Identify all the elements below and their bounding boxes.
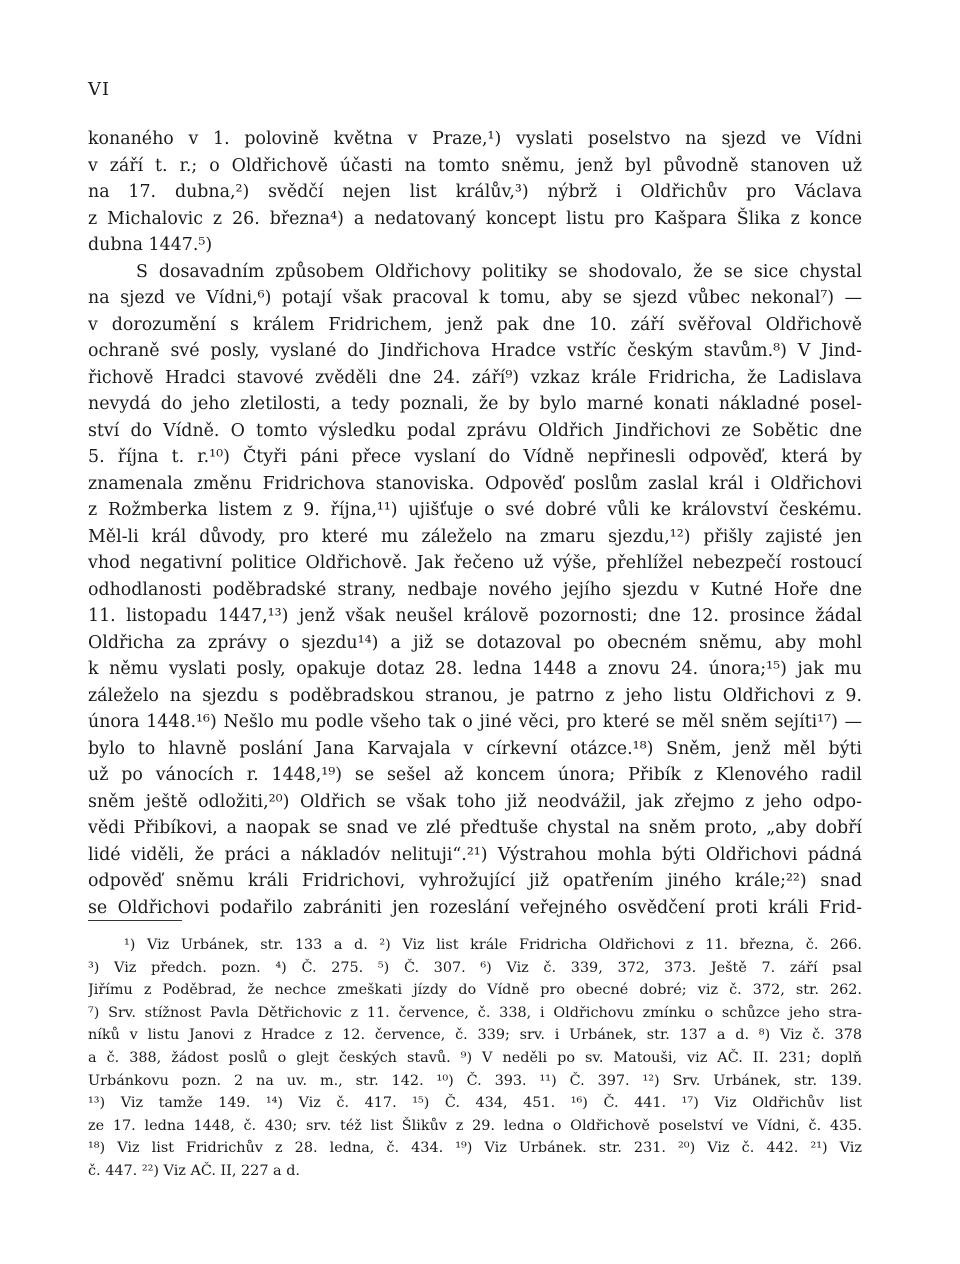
- body-line: na sjezd ve Vídni,⁶) potají však pracoval k tomu, aby se sjezd vůbec nekonal⁷) —: [88, 288, 862, 308]
- body-line: k němu vyslati posly, opakuje dotaz 28. ledna 1448 a znovu 24. února;¹⁵) jak mu: [88, 659, 862, 679]
- footnote-line: a č. 388, žádost poslů o glejt českých stavů. ⁹) V neděli po sv. Matouši, viz AČ. II. 231; doplň: [88, 1049, 862, 1066]
- body-line: se Oldřichovi podařilo zabrániti jen rozeslání veřejného osvědčení proti králi Frid-: [88, 897, 862, 918]
- body-line: z Rožmberka listem z 9. října,¹¹) ujišťuje o své dobré vůli ke království českému.: [88, 500, 862, 520]
- footnote-line: ¹³) Viz tamže 149. ¹⁴) Viz č. 417. ¹⁵) Č. 434, 451. ¹⁶) Č. 441. ¹⁷) Viz Oldřichův list: [88, 1095, 862, 1112]
- body-line: řichově Hradci stavové zvěděli dne 24. září⁹) vzkaz krále Fridricha, že Ladislava: [88, 367, 862, 388]
- footnote-line: č. 447. ²²) Viz AČ. II, 227 a d.: [88, 1162, 300, 1179]
- footnote-divider: [88, 920, 182, 921]
- footnote-line: ¹) Viz Urbánek, str. 133 a d. ²) Viz list krále Fridricha Oldřichovi z 11. března, č. 266.: [124, 937, 862, 953]
- body-line: února 1448.¹⁶) Nešlo mu podle všeho tak o jiné věci, pro které se měl sněm sejíti¹⁷) —: [88, 712, 862, 732]
- body-line: v dorozumění s králem Fridrichem, jenž pak dne 10. září svěřoval Oldřichově: [88, 314, 862, 335]
- body-line: ství do Vídně. O tomto výsledku podal zprávu Oldřich Jindřichovi ze Sobětic dne: [88, 420, 862, 441]
- body-line: ochraně své posly, vyslané do Jindřichova Hradce vstříc českým stavům.⁸) V Jind-: [88, 341, 862, 361]
- body-line: bylo to hlavně poslání Jana Karvajala v církevní otázce.¹⁸) Sněm, jenž měl býti: [88, 738, 862, 759]
- body-line: na 17. dubna,²) svědčí nejen list králův,³) nýbrž i Oldřichův pro Václava: [88, 182, 862, 202]
- body-line: Měl-li král důvody, pro které mu záleželo na zmaru sjezdu,¹²) přišly zajisté jen: [88, 526, 862, 547]
- body-line: dubna 1447.⁵): [88, 235, 213, 255]
- body-text: [88, 126, 862, 921]
- footnote-line: níků v listu Janovi z Hradce z 12. července, č. 339; srv. i Urbánek, str. 137 a d. ⁸) Viz č. 378: [88, 1027, 862, 1044]
- body-line: znamenala změnu Fridrichova stanoviska. Odpověď poslům zaslal král i Oldřichovi: [88, 473, 862, 494]
- body-line: nevydá do jeho zletilosti, a tedy poznali, že by bylo marné konati nákladné posel-: [88, 394, 862, 414]
- footnote-line: Urbánkovu pozn. 2 na uv. m., str. 142. ¹⁰) Č. 393. ¹¹) Č. 397. ¹²) Srv. Urbánek, str. 139.: [88, 1072, 862, 1089]
- body-line: lidé viděli, že práci a nákladóv nelituji“.²¹) Výstrahou mohla býti Oldřichovi pádná: [88, 844, 862, 865]
- body-line: konaného v 1. polovině května v Praze,¹) vyslati poselstvo na sjezd ve Vídni: [88, 129, 862, 149]
- body-line: vhod negativní politice Oldřichově. Jak řečeno už výše, přehlížel nebezpečí rostoucí: [88, 553, 862, 573]
- body-line: záleželo na sjezdu s poděbradskou stranou, je patrno z jeho listu Oldřichovi z 9.: [88, 685, 862, 706]
- footnote-line: ze 17. ledna 1448, č. 430; srv. též list Šlikův z 29. ledna o Oldřichově poselství ve Vídni, č. 435.: [88, 1117, 862, 1134]
- body-line: v září t. r.; o Oldřichově účasti na tomto sněmu, jenž byl původně stanoven už: [88, 155, 862, 176]
- footnotes: [88, 934, 862, 1183]
- body-line: už po vánocích r. 1448,¹⁹) se sešel až koncem února; Přibík z Klenového radil: [88, 765, 862, 785]
- body-line: Oldřicha za zprávy o sjezdu¹⁴) a již se dotazoval po obecném sněmu, aby mohl: [88, 632, 862, 653]
- body-line: sněm ještě odložiti,²⁰) Oldřich se však toho již neodvážil, jak zřejmo z jeho odpo-: [88, 791, 862, 812]
- paragraph-start-line: S dosavadním způsobem Oldřichovy politiky se shodovalo, že se sice chystal: [136, 261, 862, 282]
- footnote-line: ³) Viz předch. pozn. ⁴) Č. 275. ⁵) Č. 307. ⁶) Viz č. 339, 372, 373. Ještě 7. září psal: [88, 959, 862, 976]
- body-line: odpověď sněmu králi Fridrichovi, vyhrožující již opatřením jiného krále;²²) snad: [88, 871, 862, 891]
- body-line: z Michalovic z 26. března⁴) a nedatovaný koncept listu pro Kašpara Šlika z konce: [88, 208, 862, 229]
- body-line: vědi Přibíkovi, a naopak se snad ve zlé předtuše chystal na sněm proto, „aby dobří: [88, 818, 862, 838]
- footnote-line: ¹⁸) Viz list Fridrichův z 28. ledna, č. 434. ¹⁹) Viz Urbánek. str. 231. ²⁰) Viz č. 442. ²¹) Viz: [88, 1140, 862, 1157]
- footnote-line: ⁷) Srv. stížnost Pavla Dětřichovic z 11. července, č. 338, i Oldřichovu zmínku o schůzce jeho stra-: [88, 1004, 862, 1021]
- body-line: odhodlanosti poděbradské strany, nedbaje nového jejího sjezdu v Kutné Hoře dne: [88, 579, 862, 600]
- body-line: 5. října t. r.¹⁰) Čtyři páni přece vyslaní do Vídně nepřinesli odpověď, která by: [88, 447, 862, 467]
- body-line: 11. listopadu 1447,¹³) jenž však neušel královĕ pozornosti; dne 12. prosince žádal: [88, 606, 862, 626]
- page-number: VI: [88, 79, 111, 100]
- footnote-line: Jiřímu z Poděbrad, že nechce zmeškati jízdy do Vídně pro obecné dobré; viz č. 372, str. 262.: [88, 982, 862, 999]
